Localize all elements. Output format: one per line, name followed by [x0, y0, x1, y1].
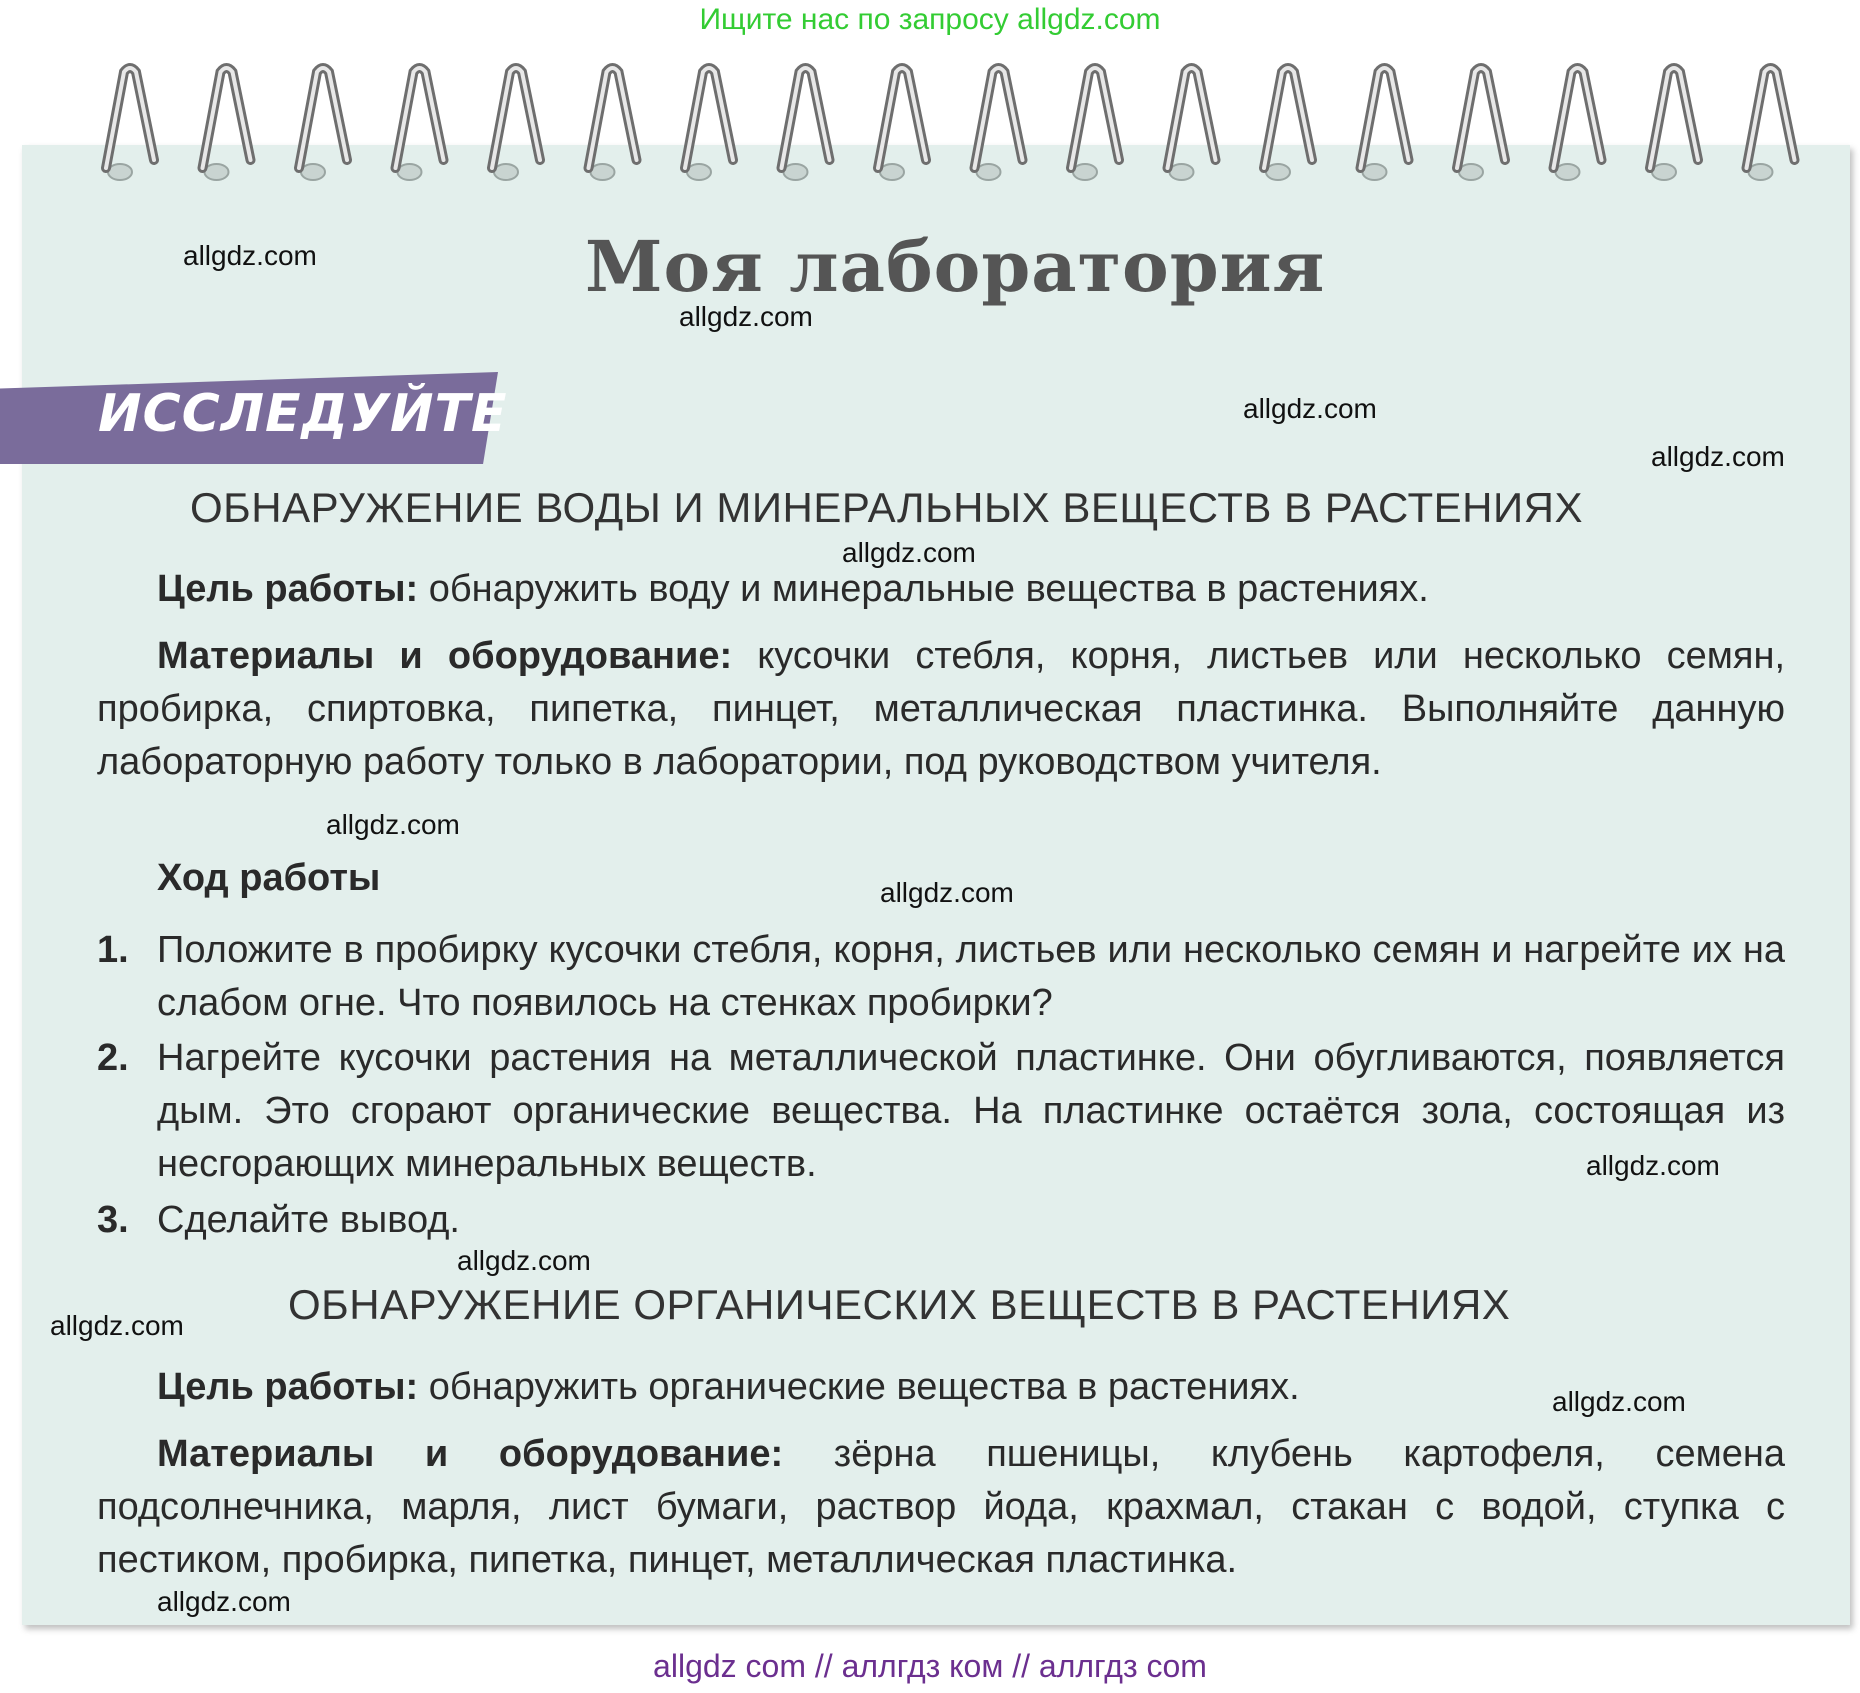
section2-heading: ОБНАРУЖЕНИЕ ОРГАНИЧЕСКИХ ВЕЩЕСТВ В РАСТЕНИЯХ [288, 1281, 1511, 1328]
materials-label: Материалы и оборудование: [157, 635, 733, 677]
watermark: allgdz.com [326, 809, 460, 840]
watermark: allgdz.com [183, 240, 317, 271]
watermark: allgdz.com [1243, 393, 1377, 424]
spiral-ring-icon [1168, 68, 1216, 180]
watermark: allgdz.com [880, 877, 1014, 908]
watermark: allgdz.com [457, 1245, 591, 1276]
watermark: allgdz.com [50, 1310, 184, 1341]
spiral-ring-icon [878, 68, 926, 180]
spiral-ring-icon [396, 68, 444, 180]
watermark: allgdz.com [157, 1586, 291, 1617]
watermark: allgdz.com [842, 537, 976, 568]
spiral-ring-icon [1264, 68, 1312, 180]
spiral-ring-icon [1747, 68, 1795, 180]
spiral-ring-icon [1361, 68, 1409, 180]
spiral-ring-icon [589, 68, 637, 180]
steps-title: Ход работы [157, 857, 381, 899]
spiral-ring-icon [975, 68, 1023, 180]
section2-goal [97, 1361, 1785, 1414]
spiral-ring-icon [203, 68, 251, 180]
spiral-ring-icon [1071, 68, 1119, 180]
spiral-ring-icon [782, 68, 830, 180]
page-title: Моя лаборатория [585, 225, 1326, 308]
goal-label: Цель работы: [157, 1366, 419, 1408]
materials-text: зёрна пшеницы, клубень картофеля, семена подсолнечника, марля, лист бумаги, раствор йода, крахмал, стакан с водой, ступка с пестиком, пробирка, пипетка, пинцет, металлическая пластинка. [97, 1433, 1785, 1581]
step-number: 1. [97, 929, 129, 971]
step-text: Положите в пробирку кусочки стебля, корня, листьев или несколько семян и нагрейте их на слабом огне. Что появилось на стенках пробирки? [157, 929, 1785, 1024]
step-item [97, 1194, 1785, 1247]
bottom-banner: allgdz com // аллгдз ком // аллгдз com [653, 1648, 1207, 1684]
step-text: Сделайте вывод. [157, 1199, 460, 1241]
top-banner: Ищите нас по запросу allgdz.com [699, 3, 1161, 36]
section1-heading: ОБНАРУЖЕНИЕ ВОДЫ И МИНЕРАЛЬНЫХ ВЕЩЕСТВ В РАСТЕНИЯХ [190, 484, 1583, 531]
watermark: allgdz.com [679, 301, 813, 332]
section-badge-label: ИССЛЕДУЙТЕ [98, 384, 508, 444]
spiral-ring-icon [1457, 68, 1505, 180]
materials-text: кусочки стебля, корня, листьев или несколько семян, пробирка, спиртовка, пипетка, пинцет, металлическая пластинка. Выполняйте данную лабораторную работу только в лаборатории, под руководством учителя. [97, 635, 1785, 783]
spiral-ring-icon [1650, 68, 1698, 180]
watermark: allgdz.com [1651, 441, 1785, 472]
spiral-ring-icon [492, 68, 540, 180]
step-item [97, 1032, 1785, 1191]
goal-label: Цель работы: [157, 568, 419, 610]
step-text: Нагрейте кусочки растения на металлической пластинке. Они обугливаются, появляется дым. Это сгорают органические вещества. На пластинке остаётся зола, состоящая из несгорающих минеральных веществ. [157, 1037, 1785, 1185]
goal-text: обнаружить воду и минеральные вещества в растениях. [418, 568, 1429, 610]
section1-goal [97, 563, 1785, 616]
step-item [97, 924, 1785, 1030]
section1-materials [97, 630, 1785, 789]
step-number: 2. [97, 1037, 129, 1079]
section2-materials [97, 1428, 1785, 1587]
spiral-binding-icon [0, 60, 1860, 220]
step-number: 3. [97, 1199, 129, 1241]
spiral-ring-icon [299, 68, 347, 180]
materials-label: Материалы и оборудование: [157, 1433, 784, 1475]
spiral-ring-icon [1554, 68, 1602, 180]
spiral-ring-icon [106, 68, 154, 180]
watermark: allgdz.com [1586, 1150, 1720, 1181]
goal-text: обнаружить органические вещества в растениях. [418, 1366, 1300, 1408]
spiral-ring-icon [685, 68, 733, 180]
watermark: allgdz.com [1552, 1386, 1686, 1417]
